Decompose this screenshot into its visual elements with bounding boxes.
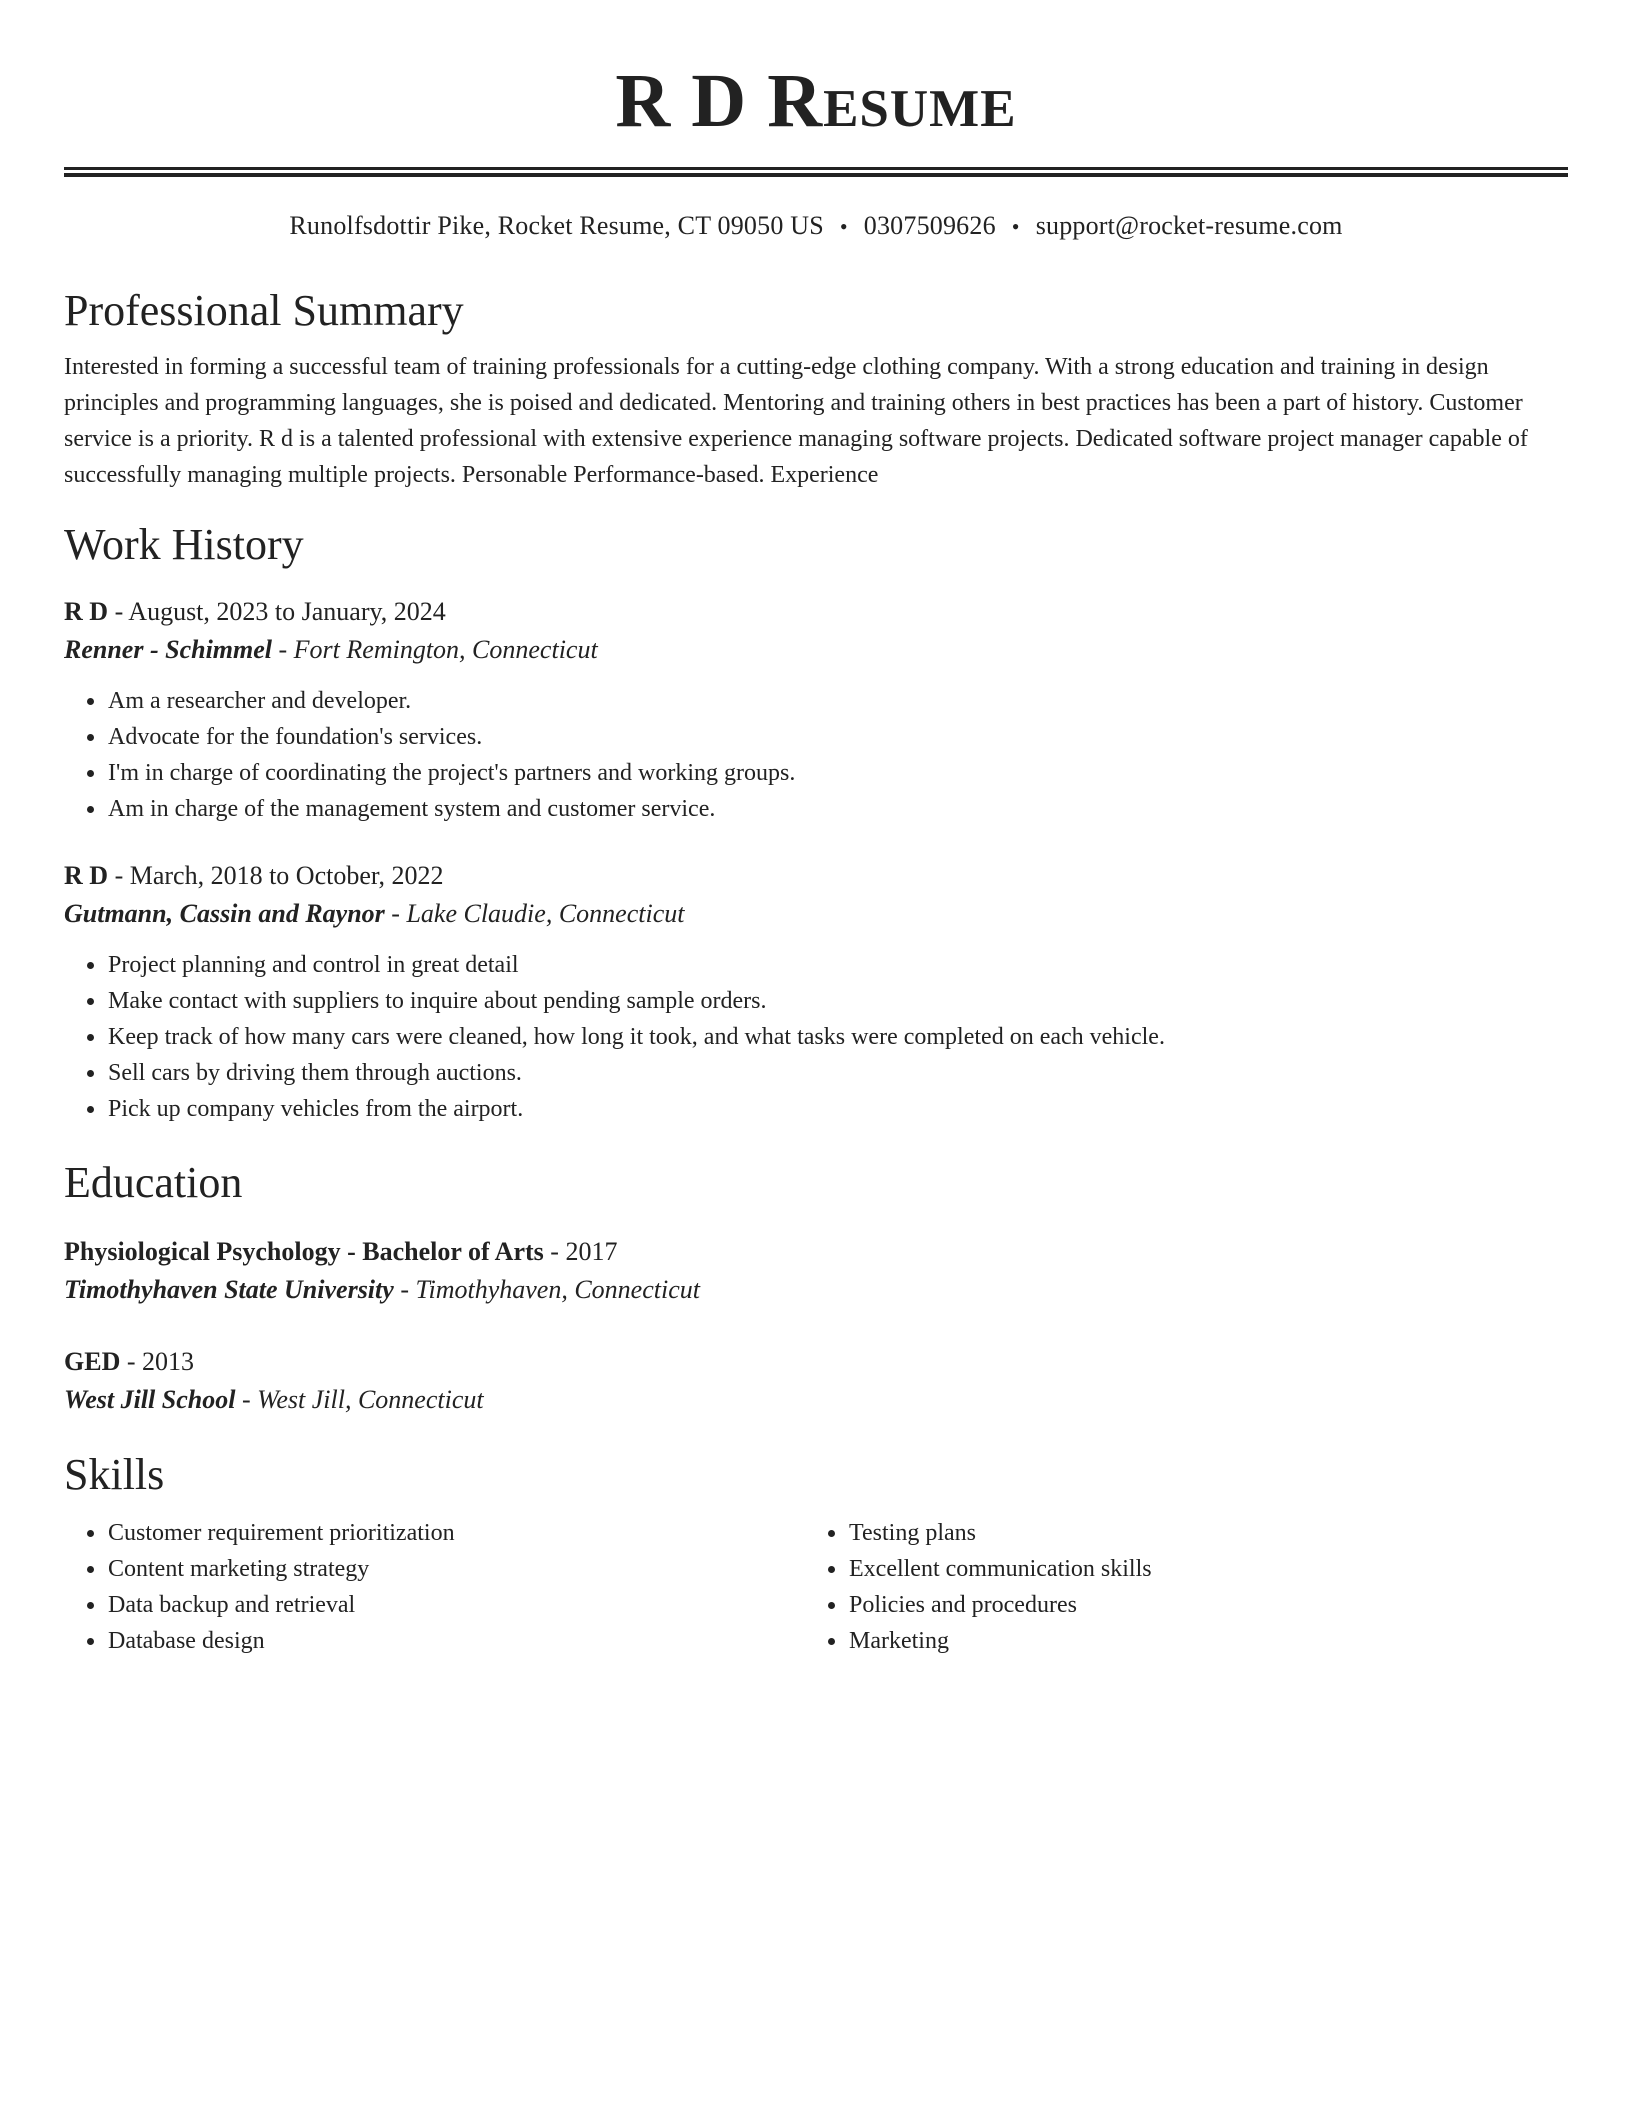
list-item: • Testing plans	[848, 1515, 1152, 1551]
list-item: • Data backup and retrieval	[107, 1587, 805, 1623]
contact-address: Runolfsdottir Pike, Rocket Resume, CT 09050 US	[289, 211, 824, 240]
summary-text: Interested in forming a successful team of training professionals for a cutting-edge clothing company. With a strong education and training in design principles and programming languages, she is poised and dedicated. Mentoring and training others in best practices has been a part of history. Customer service is a priority. R d is a talented professional with extensive experience managing software projects. Dedicated software project manager capable of successfully managing multiple projects. Personable Performance-based. Experience	[64, 354, 1528, 488]
list-item: • Advocate for the foundation's services.	[107, 719, 1568, 755]
list-item: • Sell cars by driving them through auctions.	[107, 1055, 1568, 1091]
header-divider	[64, 167, 1568, 177]
job-role: R D	[64, 597, 109, 626]
list-item: • Policies and procedures	[848, 1587, 1152, 1623]
summary-heading: Professional Summary	[64, 286, 464, 335]
job-dates: - August, 2023 to January, 2024	[108, 597, 446, 626]
education-school: Timothyhaven State University	[64, 1275, 394, 1304]
work-history-heading: Work History	[64, 520, 304, 569]
education-header	[64, 1343, 1568, 1381]
job-duties-list	[64, 947, 1568, 1127]
education-header	[64, 1233, 1568, 1271]
list-item: • Project planning and control in great detail	[107, 947, 1568, 983]
job-dates: - March, 2018 to October, 2022	[108, 861, 444, 890]
education-year: - 2017	[543, 1237, 618, 1266]
job-company: Renner - Schimmel	[64, 635, 273, 664]
education-entry	[64, 1343, 1568, 1419]
job-employer	[64, 631, 1568, 669]
education-institution	[64, 1381, 1568, 1419]
education-heading: Education	[64, 1158, 243, 1207]
job-header	[64, 857, 1568, 895]
list-item: • I'm in charge of coordinating the project's partners and working groups.	[107, 755, 1568, 791]
job-company: Gutmann, Cassin and Raynor	[64, 899, 385, 928]
list-item: • Excellent communication skills	[848, 1551, 1152, 1587]
job-location: - Lake Claudie, Connecticut	[384, 899, 685, 928]
education-location: - West Jill, Connecticut	[235, 1385, 484, 1414]
job-employer	[64, 895, 1568, 933]
contact-separator: •	[1011, 214, 1020, 239]
job-header	[64, 593, 1568, 631]
contact-email: support@rocket-resume.com	[1035, 211, 1343, 240]
contact-line	[64, 210, 1568, 243]
skills-list-right	[805, 1515, 1152, 1659]
education-year: - 2013	[120, 1347, 195, 1376]
job-entry	[64, 593, 1568, 827]
job-duties-list	[64, 683, 1568, 827]
skills-list-left	[64, 1515, 805, 1659]
job-role: R D	[64, 861, 109, 890]
job-entry	[64, 857, 1568, 1127]
skills-grid	[64, 1515, 1568, 1659]
job-location: - Fort Remington, Connecticut	[272, 635, 598, 664]
list-item: • Customer requirement prioritization	[107, 1515, 805, 1551]
education-degree: GED	[64, 1347, 121, 1376]
list-item: • Content marketing strategy	[107, 1551, 805, 1587]
education-entry	[64, 1233, 1568, 1309]
list-item: • Database design	[107, 1623, 805, 1659]
contact-separator: •	[839, 214, 848, 239]
list-item: • Pick up company vehicles from the airport.	[107, 1091, 1568, 1127]
contact-phone: 0307509626	[863, 211, 996, 240]
education-degree: Physiological Psychology - Bachelor of Arts	[64, 1237, 544, 1266]
list-item: • Make contact with suppliers to inquire about pending sample orders.	[107, 983, 1568, 1019]
list-item: • Marketing	[848, 1623, 1152, 1659]
list-item: • Keep track of how many cars were cleaned, how long it took, and what tasks were completed on each vehicle.	[107, 1019, 1568, 1055]
list-item: • Am in charge of the management system and customer service.	[107, 791, 1568, 827]
education-location: - Timothyhaven, Connecticut	[393, 1275, 700, 1304]
education-institution	[64, 1271, 1568, 1309]
resume-name: R D Resume	[615, 59, 1017, 143]
skills-heading: Skills	[64, 1450, 165, 1499]
education-school: West Jill School	[64, 1385, 236, 1414]
list-item: • Am a researcher and developer.	[107, 683, 1568, 719]
